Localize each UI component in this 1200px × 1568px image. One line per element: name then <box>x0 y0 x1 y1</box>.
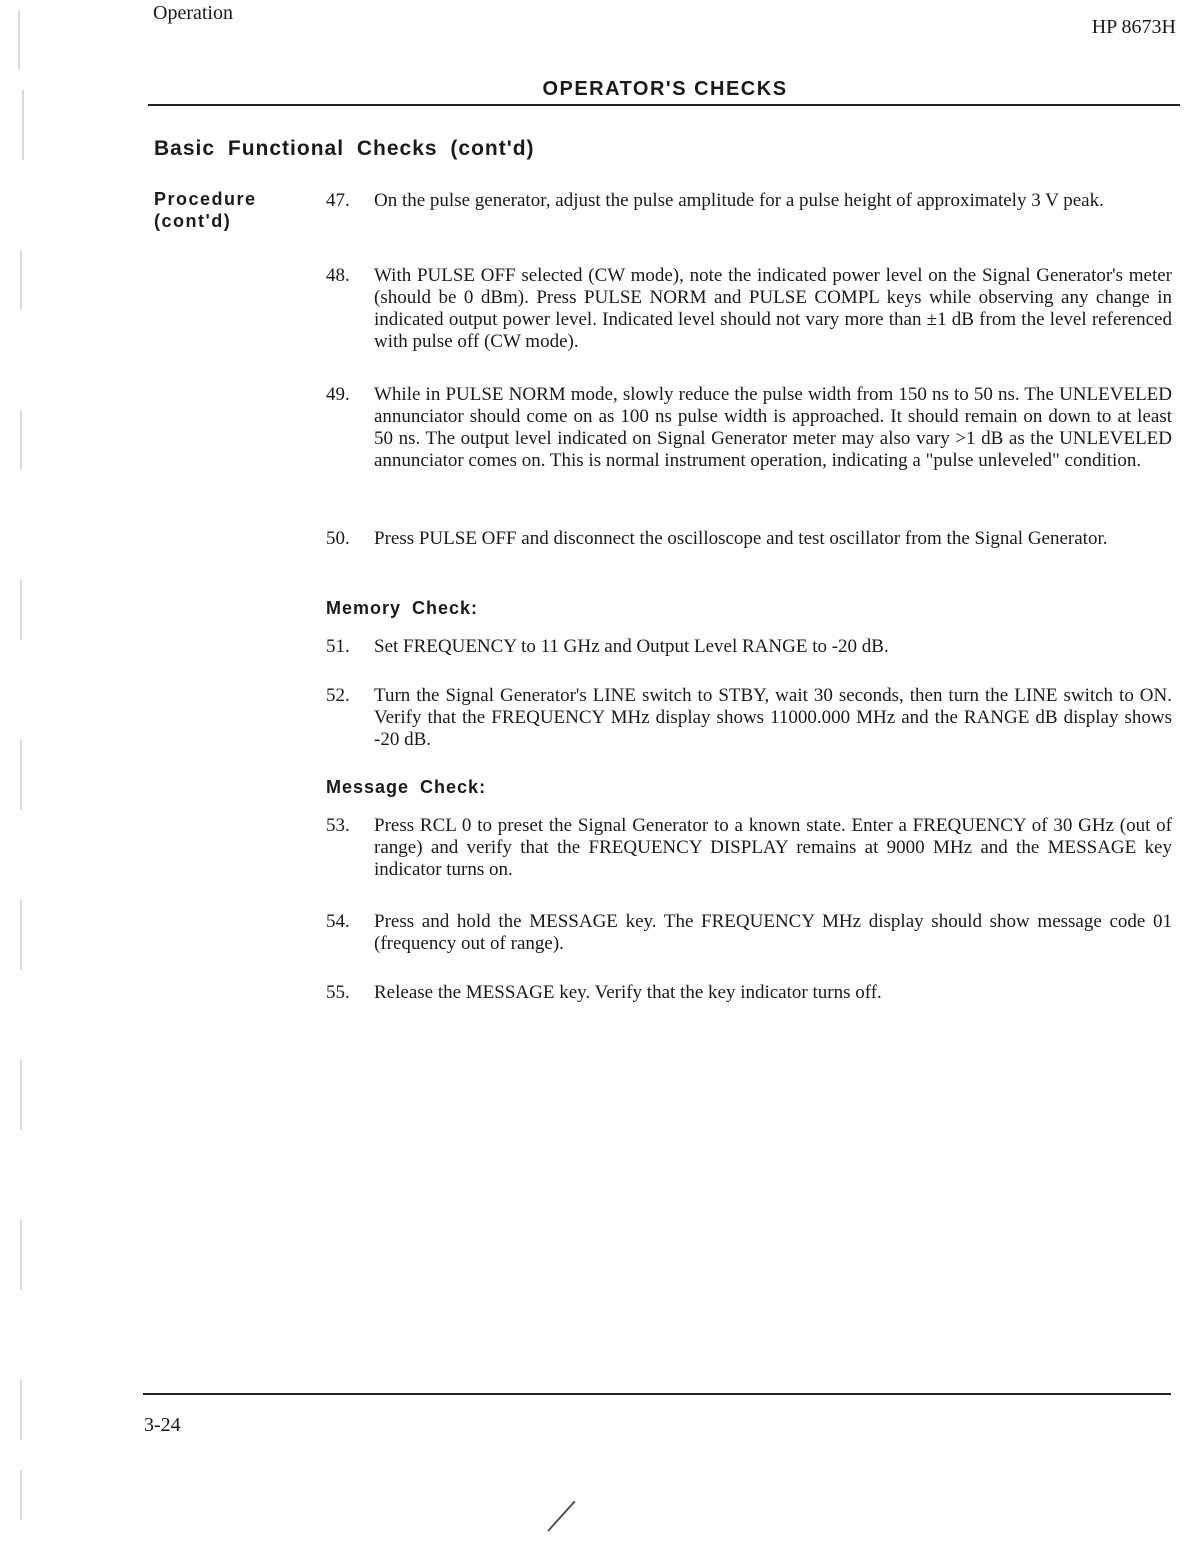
step-number: 53. <box>326 815 350 836</box>
side-label-line: (cont'd) <box>154 211 232 231</box>
step-55 <box>326 982 1172 1004</box>
side-label-line: Procedure <box>154 189 257 209</box>
step-text: On the pulse generator, adjust the pulse amplitude for a pulse height of approximately 3 V peak. <box>374 190 1104 211</box>
subsection-title: Basic Functional Checks (cont'd) <box>154 137 535 160</box>
step-number: 49. <box>326 384 350 405</box>
step-text: Release the MESSAGE key. Verify that the key indicator turns off. <box>374 982 882 1003</box>
header-section-name: Operation <box>153 2 233 24</box>
step-54 <box>326 911 1172 955</box>
step-text: Turn the Signal Generator's LINE switch to STBY, wait 30 seconds, then turn the LINE switch to ON. Verify that the FREQUENCY MHz display shows 11000.000 MHz and the RANGE dB display shows -20 dB. <box>374 685 1172 750</box>
scan-margin-mark <box>20 1470 22 1520</box>
scan-margin-mark <box>20 1380 22 1440</box>
step-number: 51. <box>326 636 350 657</box>
step-text: Press and hold the MESSAGE key. The FREQUENCY MHz display should show message code 01 (frequency out of range). <box>374 911 1172 954</box>
step-47 <box>326 190 1172 212</box>
step-52 <box>326 685 1172 751</box>
step-49 <box>326 384 1172 472</box>
message-check-heading: Message Check: <box>326 777 487 797</box>
step-53 <box>326 815 1172 881</box>
scan-margin-mark <box>20 1220 22 1290</box>
step-50 <box>326 528 1172 550</box>
step-number: 47. <box>326 190 350 211</box>
step-text: Set FREQUENCY to 11 GHz and Output Level RANGE to -20 dB. <box>374 636 889 657</box>
memory-check-heading: Memory Check: <box>326 598 479 618</box>
bottom-divider <box>143 1393 1171 1395</box>
scan-margin-mark <box>20 1060 22 1130</box>
top-divider <box>148 104 1180 106</box>
step-number: 52. <box>326 685 350 706</box>
scan-margin-mark <box>20 900 22 970</box>
step-number: 48. <box>326 265 350 286</box>
scan-margin-mark <box>20 250 22 310</box>
header-model-number: HP 8673H <box>1091 16 1176 38</box>
step-number: 50. <box>326 528 350 549</box>
scan-margin-mark <box>20 410 22 470</box>
step-number: 55. <box>326 982 350 1003</box>
procedure-side-label <box>154 188 257 232</box>
step-text: Press RCL 0 to preset the Signal Generator to a known state. Enter a FREQUENCY of 30 GHz (out of range) and verify that the FREQUENCY DISPLAY remains at 9000 MHz and the MESSAGE key indicator turns on. <box>374 815 1172 880</box>
step-text: Press PULSE OFF and disconnect the oscilloscope and test oscillator from the Signal Generator. <box>374 528 1108 549</box>
step-text: With PULSE OFF selected (CW mode), note the indicated power level on the Signal Generator's meter (should be 0 dBm). Press PULSE NORM and PULSE COMPL keys while observing any change in indicated output power level. Indicated level should not vary more than ±1 dB from the level referenced with pulse off (CW mode). <box>374 265 1172 352</box>
step-text: While in PULSE NORM mode, slowly reduce the pulse width from 150 ns to 50 ns. The UNLEVELED annunciator should come on as 100 ns pulse width is approached. It should remain on down to at least 50 ns. The output level indicated on Signal Generator meter may also vary >1 dB as the UNLEVELED annunciator comes on. This is normal instrument operation, indicating a "pulse unleveled" condition. <box>374 384 1172 471</box>
step-51 <box>326 636 1172 658</box>
step-48 <box>326 265 1172 353</box>
scan-margin-mark <box>20 740 22 810</box>
step-number: 54. <box>326 911 350 932</box>
pen-mark <box>547 1501 575 1532</box>
scan-margin-mark <box>18 10 20 70</box>
scan-margin-mark <box>20 580 22 640</box>
page-number: 3-24 <box>144 1414 181 1436</box>
section-title: OPERATOR'S CHECKS <box>542 78 788 100</box>
